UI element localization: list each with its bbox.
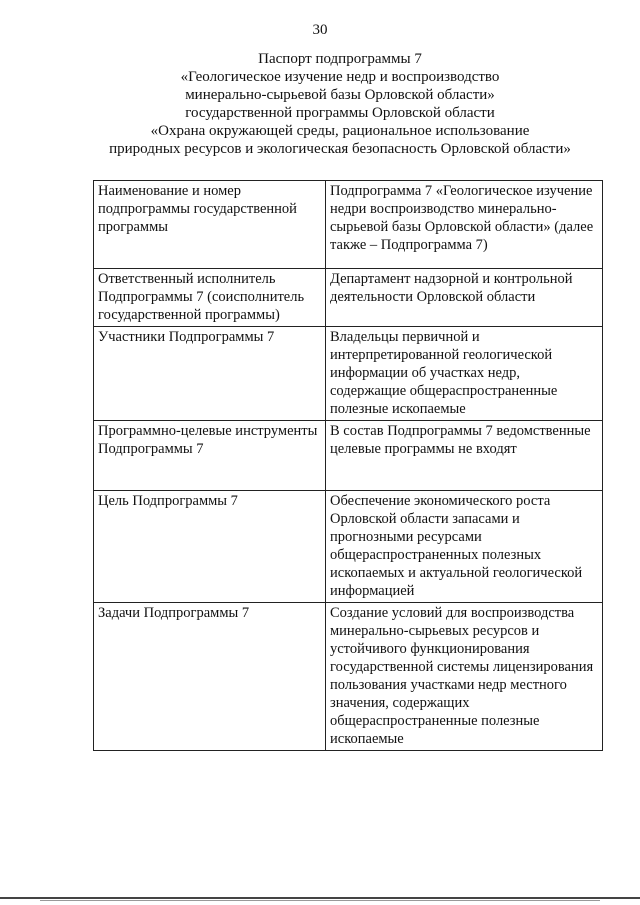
passport-table [93,180,603,751]
bottom-scan-edge-thin [40,900,600,901]
row-label: Ответственный исполнитель Подпрограммы 7 (соисполнитель государственной программы) [94,269,326,327]
table-row [94,491,603,603]
table-row [94,603,603,751]
row-label: Программно-целевые инструменты Подпрограммы 7 [94,421,326,491]
row-value: Владельцы первичной и интерпретированной геологической информации об участках недр, содержащие общераспространенные полезные ископаемые [326,327,603,421]
table-row [94,327,603,421]
row-label: Участники Подпрограммы 7 [94,327,326,421]
title-line: природных ресурсов и экологическая безопасность Орловской области» [109,141,571,157]
row-value: Подпрограмма 7 «Геологическое изучение недри воспроизводство минерально-сырьевой базы Орловской области» (далее также – Подпрограмма 7) [326,181,603,269]
row-value: Департамент надзорной и контрольной деятельности Орловской области [326,269,603,327]
table-row [94,181,603,269]
title-line: Паспорт подпрограммы 7 [258,51,422,67]
title-line: «Геологическое изучение недр и воспроизводство [180,69,500,85]
table-row [94,269,603,327]
document-title [60,50,620,158]
row-value: В состав Подпрограммы 7 ведомственные целевые программы не входят [326,421,603,491]
title-line: «Охрана окружающей среды, рациональное использование [150,123,530,139]
row-label: Наименование и номер подпрограммы государственной программы [94,181,326,269]
table-row [94,421,603,491]
bottom-scan-edge [0,897,640,899]
row-value: Создание условий для воспроизводства минерально-сырьевых ресурсов и устойчивого функционирования государственной системы лицензирования пользования участками недр местного значения, содержащих общераспространенные полезные ископаемые [326,603,603,751]
row-value: Обеспечение экономического роста Орловской области запасами и прогнозными ресурсами общераспространенных полезных ископаемых и актуальной геологической информацией [326,491,603,603]
page-number: 30 [312,22,328,38]
row-label: Цель Подпрограммы 7 [94,491,326,603]
title-line: минерально-сырьевой базы Орловской области» [185,87,495,103]
title-line: государственной программы Орловской области [185,105,495,121]
row-label: Задачи Подпрограммы 7 [94,603,326,751]
